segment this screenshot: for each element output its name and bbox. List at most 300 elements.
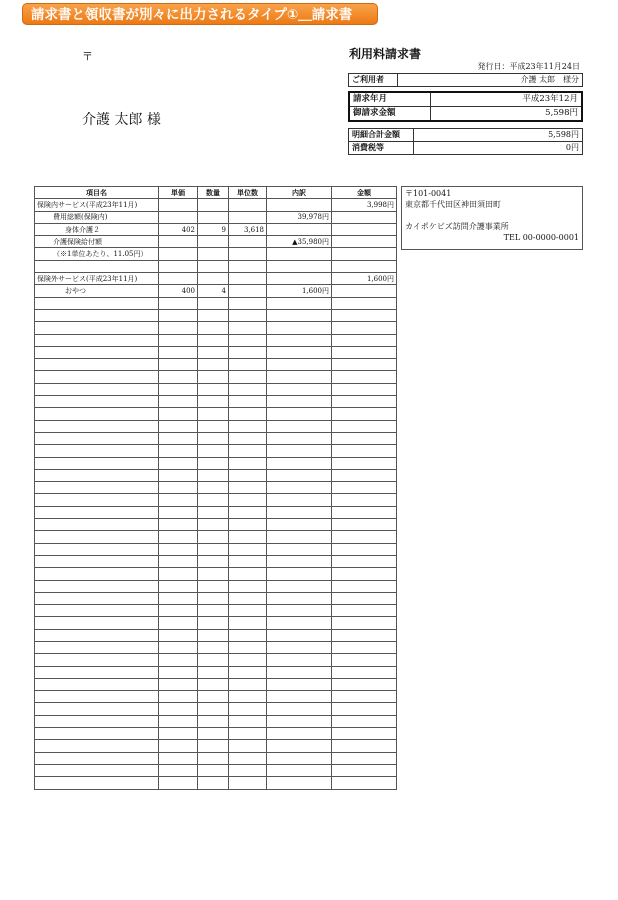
empty-cell: [229, 359, 267, 371]
empty-cell: [35, 482, 159, 494]
empty-cell: [229, 654, 267, 666]
empty-cell: [332, 408, 397, 420]
office-name: カイポケビズ訪問介護事業所: [405, 222, 509, 231]
empty-cell: [198, 482, 229, 494]
empty-row: [35, 715, 397, 727]
empty-cell: [159, 728, 198, 740]
empty-cell: [35, 531, 159, 543]
empty-cell: [267, 629, 332, 641]
column-header-item-name: 項目名: [35, 187, 159, 199]
empty-cell: [267, 371, 332, 383]
empty-cell: [159, 506, 198, 518]
billing-amount-value: 5,598円: [431, 107, 583, 122]
empty-row: [35, 334, 397, 346]
billing-amount-label: 御請求金額: [349, 107, 431, 122]
empty-cell: [267, 703, 332, 715]
empty-cell: [35, 580, 159, 592]
empty-cell: [159, 543, 198, 555]
empty-cell: [198, 322, 229, 334]
empty-row: [35, 359, 397, 371]
empty-cell: [267, 666, 332, 678]
empty-cell: [159, 359, 198, 371]
empty-row: [35, 752, 397, 764]
cell-quantity: [198, 211, 229, 223]
issue-date: 発行日：平成23年11月24日: [477, 62, 580, 71]
empty-cell: [229, 519, 267, 531]
empty-cell: [198, 703, 229, 715]
empty-cell: [159, 691, 198, 703]
empty-row: [35, 617, 397, 629]
cell-amount: [332, 260, 397, 272]
empty-cell: [198, 691, 229, 703]
empty-cell: [332, 752, 397, 764]
empty-cell: [229, 543, 267, 555]
empty-cell: [267, 764, 332, 776]
empty-cell: [267, 543, 332, 555]
empty-cell: [198, 371, 229, 383]
empty-row: [35, 666, 397, 678]
empty-cell: [198, 580, 229, 592]
empty-cell: [267, 777, 332, 789]
empty-cell: [159, 469, 198, 481]
empty-cell: [198, 297, 229, 309]
empty-cell: [229, 346, 267, 358]
empty-cell: [267, 555, 332, 567]
cell-quantity: 4: [198, 285, 229, 297]
empty-cell: [267, 322, 332, 334]
empty-cell: [267, 691, 332, 703]
empty-cell: [267, 678, 332, 690]
empty-row: [35, 728, 397, 740]
column-header-units: 単位数: [229, 187, 267, 199]
cell-breakdown: ▲35,980円: [267, 236, 332, 248]
empty-cell: [267, 334, 332, 346]
empty-row: [35, 383, 397, 395]
empty-cell: [229, 457, 267, 469]
empty-cell: [35, 506, 159, 518]
empty-cell: [267, 297, 332, 309]
cell-units: [229, 273, 267, 285]
empty-cell: [35, 728, 159, 740]
empty-row: [35, 420, 397, 432]
empty-cell: [229, 592, 267, 604]
empty-cell: [332, 297, 397, 309]
cell-breakdown: [267, 223, 332, 235]
empty-cell: [35, 777, 159, 789]
empty-cell: [267, 506, 332, 518]
cell-amount: 1,600円: [332, 273, 397, 285]
empty-cell: [198, 568, 229, 580]
empty-cell: [229, 568, 267, 580]
cell-quantity: 9: [198, 223, 229, 235]
cell-quantity: [198, 248, 229, 260]
totals-box: [348, 128, 583, 155]
empty-row: [35, 506, 397, 518]
empty-cell: [332, 322, 397, 334]
user-value: 介護 太郎 様分: [398, 74, 583, 87]
billing-month-label: 請求年月: [349, 92, 431, 107]
empty-cell: [267, 309, 332, 321]
empty-cell: [332, 506, 397, 518]
cell-unit-price: [159, 211, 198, 223]
empty-cell: [35, 359, 159, 371]
cell-quantity: [198, 260, 229, 272]
empty-row: [35, 432, 397, 444]
empty-cell: [35, 555, 159, 567]
empty-cell: [159, 752, 198, 764]
empty-cell: [159, 715, 198, 727]
empty-cell: [267, 420, 332, 432]
cell-amount: [332, 211, 397, 223]
document-title: 利用料請求書: [349, 47, 422, 61]
empty-cell: [198, 740, 229, 752]
empty-cell: [332, 691, 397, 703]
empty-cell: [35, 469, 159, 481]
empty-cell: [35, 629, 159, 641]
empty-cell: [198, 555, 229, 567]
empty-cell: [229, 297, 267, 309]
empty-cell: [35, 543, 159, 555]
empty-cell: [229, 334, 267, 346]
empty-cell: [229, 715, 267, 727]
empty-cell: [332, 494, 397, 506]
empty-row: [35, 641, 397, 653]
empty-row: [35, 691, 397, 703]
empty-row: [35, 322, 397, 334]
table-row: [35, 199, 397, 211]
cell-unit-price: [159, 248, 198, 260]
empty-cell: [332, 654, 397, 666]
cell-unit-price: [159, 273, 198, 285]
empty-cell: [267, 617, 332, 629]
empty-cell: [267, 715, 332, 727]
empty-row: [35, 703, 397, 715]
table-row: [35, 236, 397, 248]
empty-cell: [229, 322, 267, 334]
recipient-name: 介護 太郎 様: [82, 112, 161, 128]
empty-row: [35, 764, 397, 776]
empty-cell: [159, 420, 198, 432]
empty-cell: [159, 346, 198, 358]
empty-cell: [159, 764, 198, 776]
empty-cell: [267, 592, 332, 604]
empty-cell: [159, 457, 198, 469]
empty-row: [35, 740, 397, 752]
empty-cell: [198, 629, 229, 641]
cell-quantity: [198, 199, 229, 211]
empty-cell: [159, 777, 198, 789]
column-header-quantity: 数量: [198, 187, 229, 199]
empty-cell: [267, 641, 332, 653]
empty-row: [35, 654, 397, 666]
empty-cell: [198, 777, 229, 789]
empty-cell: [198, 519, 229, 531]
empty-cell: [35, 641, 159, 653]
empty-cell: [159, 678, 198, 690]
cell-breakdown: [267, 260, 332, 272]
billing-box: [348, 91, 583, 122]
empty-cell: [35, 297, 159, 309]
empty-row: [35, 445, 397, 457]
empty-cell: [229, 678, 267, 690]
cell-unit-price: 400: [159, 285, 198, 297]
empty-cell: [35, 420, 159, 432]
empty-cell: [159, 555, 198, 567]
empty-cell: [267, 568, 332, 580]
title-banner: 請求書と領収書が別々に出力されるタイプ①＿請求書: [22, 3, 378, 25]
empty-cell: [332, 764, 397, 776]
empty-cell: [35, 519, 159, 531]
empty-cell: [332, 543, 397, 555]
office-address: 東京都千代田区神田須田町: [405, 200, 501, 209]
empty-cell: [332, 432, 397, 444]
cell-item-name: 費用総額(保険内): [35, 211, 159, 223]
cell-units: [229, 285, 267, 297]
empty-cell: [267, 654, 332, 666]
empty-cell: [332, 519, 397, 531]
empty-cell: [198, 531, 229, 543]
cell-units: [229, 236, 267, 248]
empty-row: [35, 297, 397, 309]
empty-cell: [267, 728, 332, 740]
empty-cell: [35, 457, 159, 469]
empty-cell: [159, 531, 198, 543]
empty-cell: [159, 494, 198, 506]
office-tel: TEL 00-0000-0001: [503, 233, 579, 242]
empty-cell: [229, 469, 267, 481]
empty-cell: [198, 396, 229, 408]
empty-cell: [159, 334, 198, 346]
empty-cell: [159, 445, 198, 457]
empty-cell: [229, 703, 267, 715]
cell-breakdown: [267, 273, 332, 285]
empty-cell: [229, 641, 267, 653]
cell-quantity: [198, 236, 229, 248]
empty-cell: [332, 359, 397, 371]
empty-cell: [332, 568, 397, 580]
empty-row: [35, 346, 397, 358]
empty-cell: [229, 555, 267, 567]
cell-breakdown: [267, 199, 332, 211]
empty-cell: [198, 605, 229, 617]
empty-cell: [198, 420, 229, 432]
empty-cell: [332, 617, 397, 629]
empty-cell: [198, 654, 229, 666]
cell-breakdown: 1,600円: [267, 285, 332, 297]
cell-amount: 3,998円: [332, 199, 397, 211]
detail-table-header: [35, 187, 397, 199]
empty-cell: [35, 445, 159, 457]
detail-total-label: 明細合計金額: [349, 129, 414, 142]
empty-cell: [332, 605, 397, 617]
empty-row: [35, 519, 397, 531]
empty-row: [35, 396, 397, 408]
empty-cell: [267, 580, 332, 592]
empty-row: [35, 777, 397, 789]
cell-item-name: おやつ: [35, 285, 159, 297]
empty-cell: [35, 408, 159, 420]
empty-cell: [229, 728, 267, 740]
empty-cell: [229, 605, 267, 617]
cell-unit-price: [159, 260, 198, 272]
empty-cell: [35, 605, 159, 617]
empty-cell: [267, 469, 332, 481]
empty-cell: [332, 396, 397, 408]
empty-cell: [332, 371, 397, 383]
empty-cell: [35, 383, 159, 395]
empty-cell: [198, 457, 229, 469]
empty-cell: [332, 777, 397, 789]
empty-row: [35, 568, 397, 580]
empty-cell: [332, 580, 397, 592]
empty-cell: [229, 777, 267, 789]
column-header-amount: 金額: [332, 187, 397, 199]
empty-cell: [229, 666, 267, 678]
cell-units: 3,618: [229, 223, 267, 235]
empty-cell: [35, 568, 159, 580]
empty-cell: [35, 617, 159, 629]
empty-cell: [159, 568, 198, 580]
empty-cell: [35, 764, 159, 776]
office-spacer: [405, 210, 579, 221]
empty-cell: [229, 371, 267, 383]
empty-cell: [229, 396, 267, 408]
empty-cell: [159, 482, 198, 494]
empty-row: [35, 629, 397, 641]
cell-item-name: [35, 260, 159, 272]
column-header-breakdown: 内訳: [267, 187, 332, 199]
empty-cell: [198, 752, 229, 764]
cell-amount: [332, 285, 397, 297]
empty-cell: [332, 346, 397, 358]
empty-cell: [332, 334, 397, 346]
empty-cell: [35, 334, 159, 346]
cell-item-name: 保険内サービス(平成23年11月): [35, 199, 159, 211]
empty-cell: [267, 494, 332, 506]
empty-cell: [332, 555, 397, 567]
empty-cell: [332, 309, 397, 321]
empty-cell: [159, 605, 198, 617]
empty-row: [35, 469, 397, 481]
empty-row: [35, 457, 397, 469]
table-row: [35, 273, 397, 285]
empty-row: [35, 482, 397, 494]
empty-cell: [198, 715, 229, 727]
empty-cell: [198, 592, 229, 604]
detail-table: [34, 186, 397, 790]
detail-total-value: 5,598円: [414, 129, 583, 142]
empty-cell: [332, 482, 397, 494]
table-row: [35, 260, 397, 272]
empty-cell: [35, 432, 159, 444]
table-row: [35, 211, 397, 223]
cell-units: [229, 248, 267, 260]
cell-item-name: 介護保険給付額: [35, 236, 159, 248]
cell-units: [229, 199, 267, 211]
empty-cell: [332, 678, 397, 690]
empty-cell: [198, 617, 229, 629]
empty-cell: [229, 691, 267, 703]
empty-cell: [159, 432, 198, 444]
cell-quantity: [198, 273, 229, 285]
empty-cell: [267, 531, 332, 543]
empty-row: [35, 531, 397, 543]
empty-cell: [35, 654, 159, 666]
empty-cell: [229, 740, 267, 752]
empty-row: [35, 408, 397, 420]
empty-cell: [35, 322, 159, 334]
empty-cell: [332, 445, 397, 457]
empty-cell: [229, 580, 267, 592]
cell-unit-price: 402: [159, 223, 198, 235]
empty-cell: [35, 740, 159, 752]
empty-cell: [267, 457, 332, 469]
empty-cell: [229, 432, 267, 444]
empty-cell: [332, 457, 397, 469]
empty-cell: [198, 432, 229, 444]
empty-cell: [332, 531, 397, 543]
empty-cell: [159, 592, 198, 604]
empty-cell: [159, 371, 198, 383]
empty-cell: [267, 605, 332, 617]
empty-cell: [35, 678, 159, 690]
table-row: [35, 223, 397, 235]
empty-cell: [159, 519, 198, 531]
empty-cell: [332, 420, 397, 432]
empty-cell: [229, 494, 267, 506]
empty-cell: [267, 383, 332, 395]
empty-cell: [35, 494, 159, 506]
empty-cell: [198, 543, 229, 555]
empty-cell: [35, 346, 159, 358]
empty-cell: [267, 396, 332, 408]
cell-breakdown: 39,978円: [267, 211, 332, 223]
empty-row: [35, 371, 397, 383]
cell-amount: [332, 248, 397, 260]
empty-cell: [229, 445, 267, 457]
empty-cell: [198, 346, 229, 358]
cell-breakdown: [267, 248, 332, 260]
user-label: ご利用者: [349, 74, 398, 87]
empty-cell: [229, 383, 267, 395]
empty-cell: [229, 629, 267, 641]
office-postal: 〒101-0041: [405, 189, 452, 198]
empty-cell: [159, 740, 198, 752]
empty-cell: [229, 506, 267, 518]
empty-cell: [332, 740, 397, 752]
empty-row: [35, 592, 397, 604]
table-row: [35, 285, 397, 297]
empty-cell: [229, 617, 267, 629]
empty-cell: [332, 629, 397, 641]
empty-cell: [159, 322, 198, 334]
empty-cell: [35, 371, 159, 383]
empty-cell: [229, 408, 267, 420]
cell-item-name: （※1単位あたり、11.05円）: [35, 248, 159, 260]
empty-cell: [229, 752, 267, 764]
empty-cell: [198, 506, 229, 518]
empty-cell: [159, 641, 198, 653]
empty-row: [35, 543, 397, 555]
empty-cell: [267, 359, 332, 371]
empty-cell: [198, 666, 229, 678]
empty-row: [35, 580, 397, 592]
empty-cell: [35, 691, 159, 703]
empty-row: [35, 678, 397, 690]
empty-cell: [35, 396, 159, 408]
empty-cell: [159, 654, 198, 666]
empty-cell: [332, 592, 397, 604]
